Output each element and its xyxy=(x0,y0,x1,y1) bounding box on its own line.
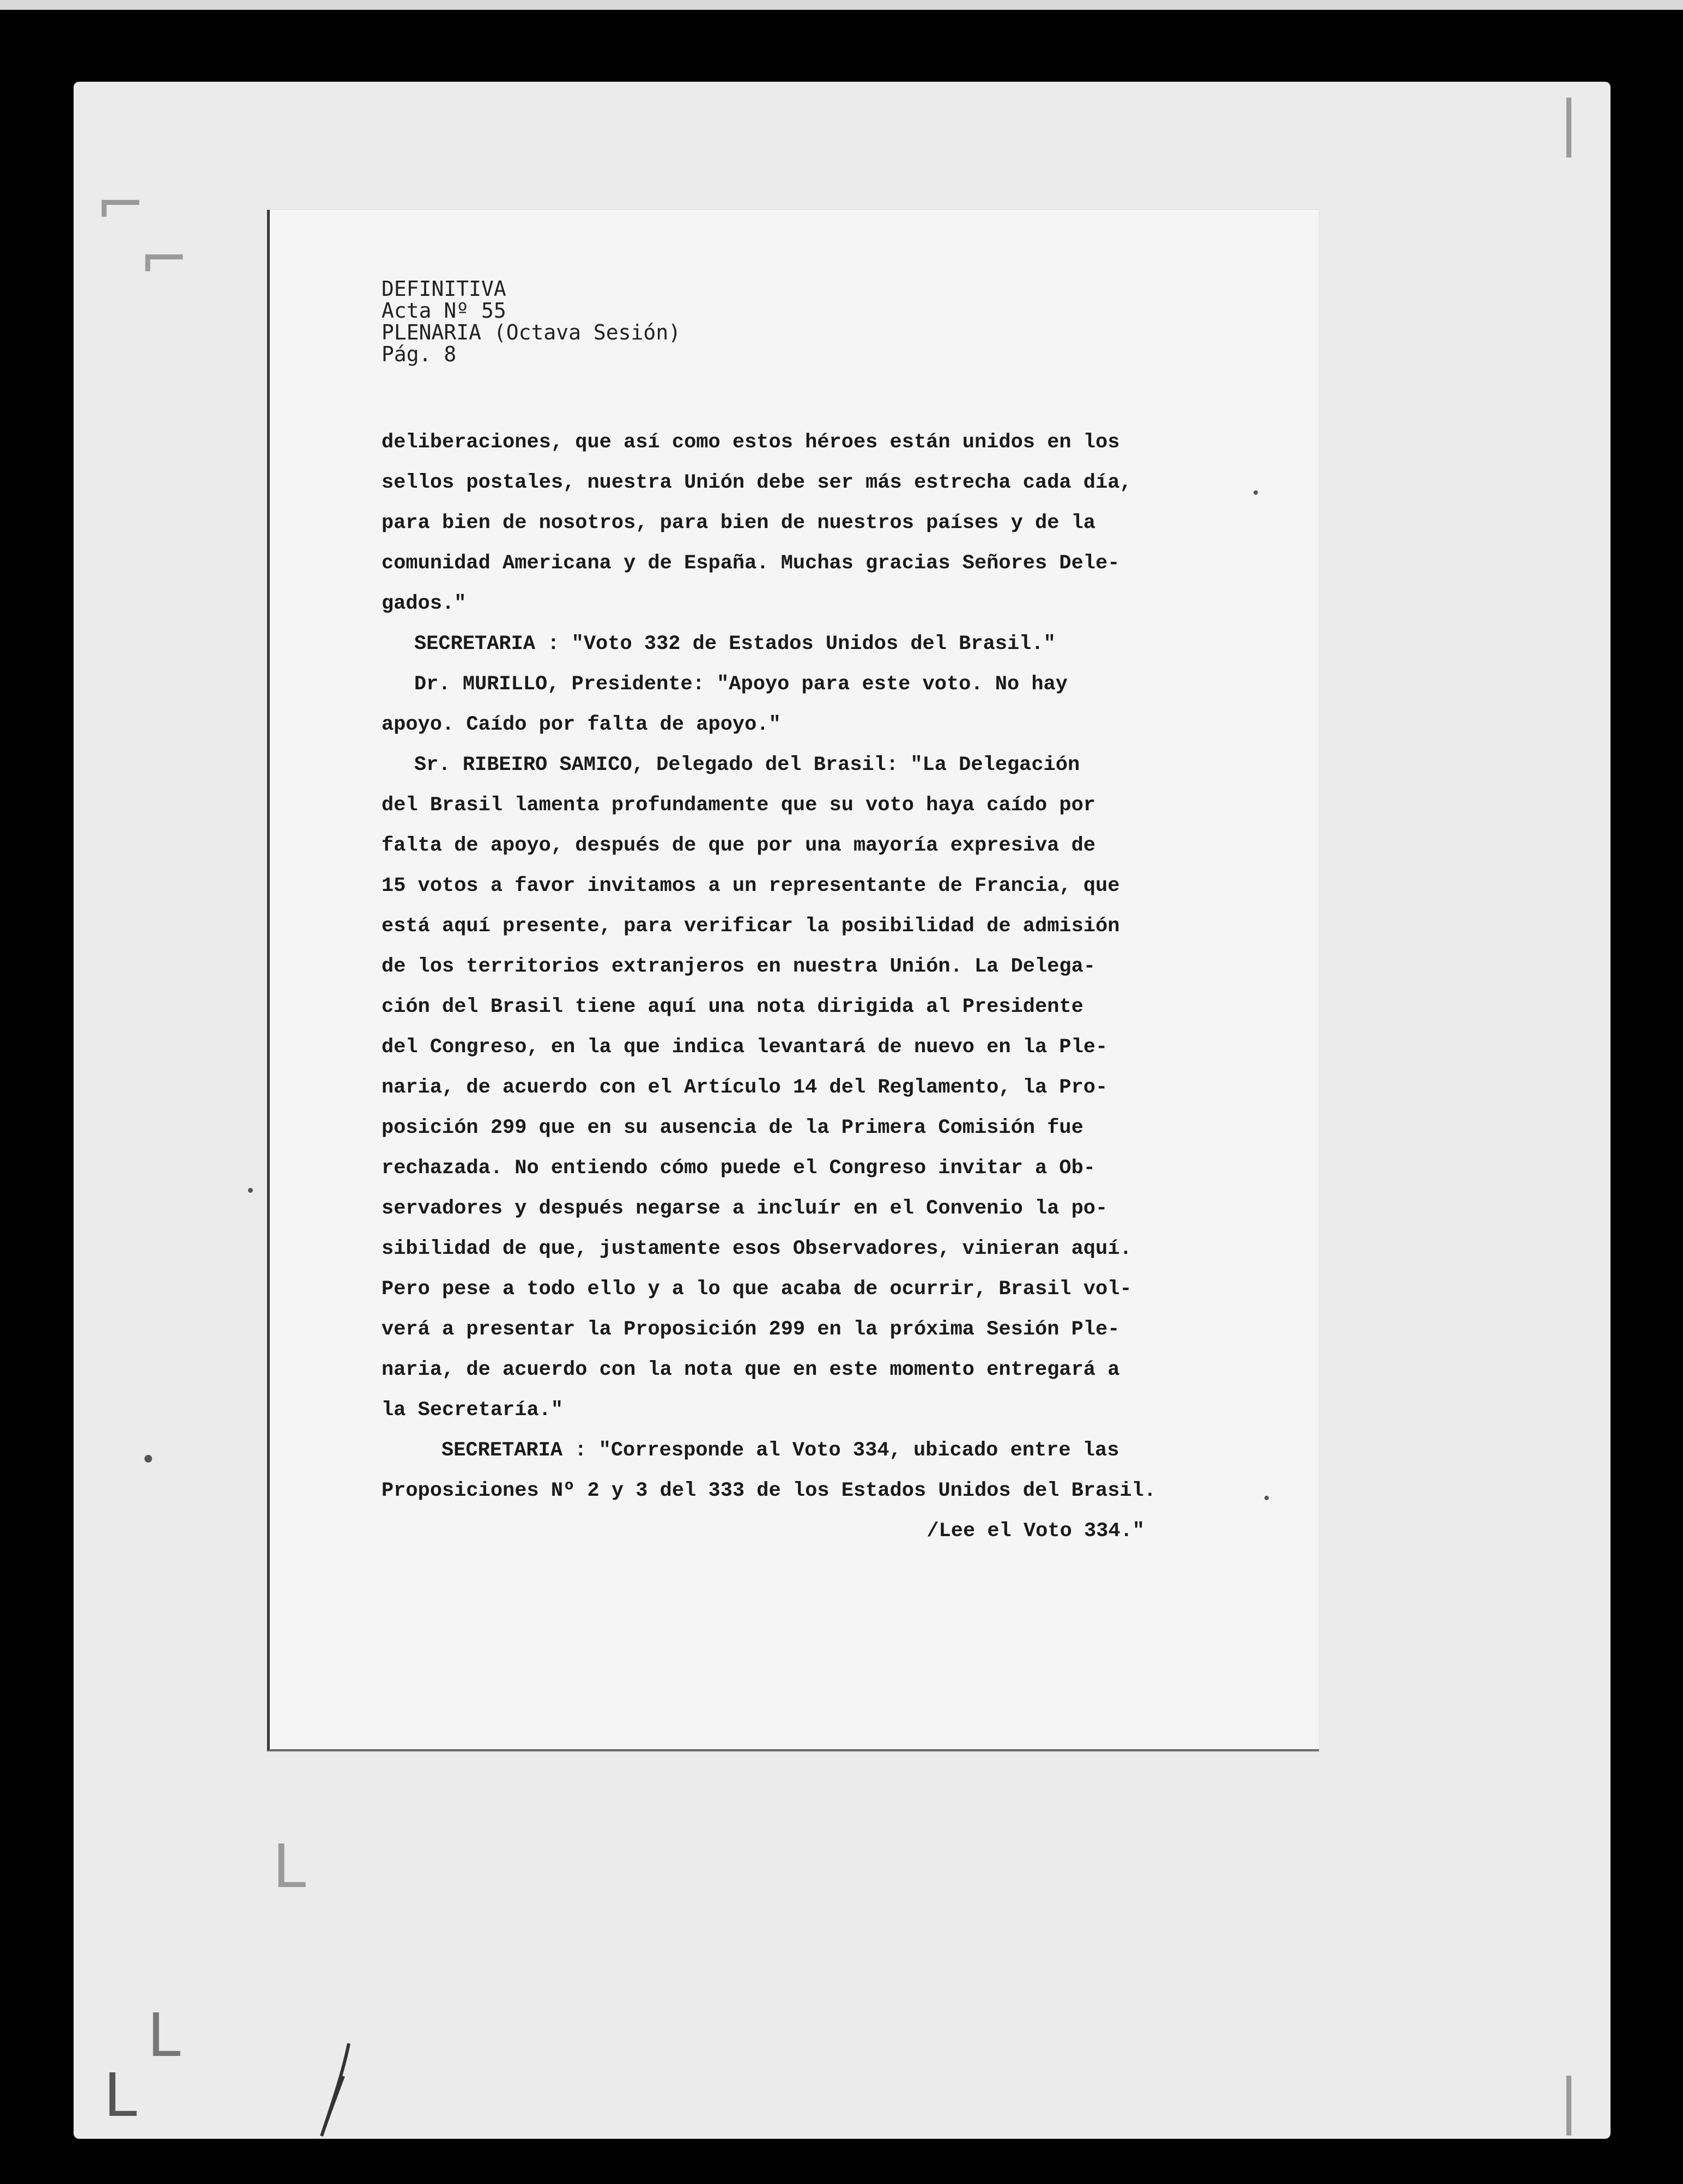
pen-stroke-mark xyxy=(311,2038,360,2147)
text-line: Pero pese a todo ello y a lo que acaba de ocurrir, Brasil vol- xyxy=(382,1278,1132,1301)
registration-mark: | xyxy=(1559,2066,1579,2136)
text-line: posición 299 que en su ausencia de la Primera Comisión fue xyxy=(382,1117,1083,1139)
text-line: la Secretaría." xyxy=(382,1399,564,1422)
dust-speck xyxy=(1254,490,1258,495)
text-line: verá a presentar la Proposición 299 en la próxima Sesión Ple- xyxy=(382,1318,1120,1341)
text-line: rechazada. No entiendo cómo puede el Congreso invitar a Ob- xyxy=(382,1157,1096,1180)
document-body xyxy=(382,422,1157,1551)
text-line: 15 votos a favor invitamos a un representante de Francia, que xyxy=(382,875,1120,897)
text-line: deliberaciones, que así como estos héroes están unidos en los xyxy=(382,431,1120,454)
text-line: está aquí presente, para verificar la posibilidad de admisión xyxy=(382,915,1120,938)
text-line: Proposiciones Nº 2 y 3 del 333 de los Estados Unidos del Brasil. xyxy=(382,1479,1157,1502)
text-line: naria, de acuerdo con la nota que en este momento entregará a xyxy=(382,1358,1120,1381)
text-line: del Brasil lamenta profundamente que su voto haya caído por xyxy=(382,794,1096,817)
registration-mark: ⌐ xyxy=(139,224,190,294)
header-page-number: Pág. 8 xyxy=(382,342,457,366)
text-line: falta de apoyo, después de que por una mayoría expresiva de xyxy=(382,834,1096,857)
text-line: del Congreso, en la que indica levantará de nuevo en la Ple- xyxy=(382,1036,1108,1059)
text-line: sibilidad de que, justamente esos Observadores, vinieran aquí. xyxy=(382,1237,1132,1260)
text-line: para bien de nosotros, para bien de nuestros países y de la xyxy=(382,512,1096,535)
header-session: PLENARIA (Octava Sesión) xyxy=(382,320,681,344)
header-acta-number: Acta Nº 55 xyxy=(382,299,506,323)
text-line: de los territorios extranjeros en nuestra Unión. La Delega- xyxy=(382,955,1096,978)
dust-speck xyxy=(144,1455,152,1463)
registration-mark: L xyxy=(104,2060,137,2130)
document-header xyxy=(382,278,681,365)
text-line: apoyo. Caído por falta de apoyo." xyxy=(382,713,781,736)
dust-speck xyxy=(1264,1496,1269,1500)
text-line-closing: /Lee el Voto 334." xyxy=(927,1520,1145,1543)
registration-mark: | xyxy=(1559,88,1579,157)
header-status: DEFINITIVA xyxy=(382,277,506,301)
text-line: servadores y después negarse a incluír en el Convenio la po- xyxy=(382,1197,1108,1220)
text-line: SECRETARIA : "Voto 332 de Estados Unidos del Brasil." xyxy=(414,633,1056,656)
text-line: SECRETARIA : "Corresponde al Voto 334, ubicado entre las xyxy=(441,1439,1119,1462)
registration-mark: ⌐ xyxy=(95,169,146,239)
dust-speck xyxy=(248,1188,253,1193)
registration-mark: L xyxy=(147,2000,181,2070)
text-line: comunidad Americana y de España. Muchas gracias Señores Dele- xyxy=(382,552,1120,575)
text-line: naria, de acuerdo con el Artículo 14 del Reglamento, la Pro- xyxy=(382,1076,1108,1099)
text-line: ción del Brasil tiene aquí una nota dirigida al Presidente xyxy=(382,996,1083,1018)
scan-top-edge xyxy=(0,0,1683,10)
text-line: Sr. RIBEIRO SAMICO, Delegado del Brasil: "La Delegación xyxy=(414,754,1080,776)
text-line: gados." xyxy=(382,592,467,615)
text-line: sellos postales, nuestra Unión debe ser más estrecha cada día, xyxy=(382,471,1132,494)
text-line: Dr. MURILLO, Presidente: "Apoyo para este voto. No hay xyxy=(414,673,1068,696)
registration-mark: L xyxy=(273,1831,306,1901)
